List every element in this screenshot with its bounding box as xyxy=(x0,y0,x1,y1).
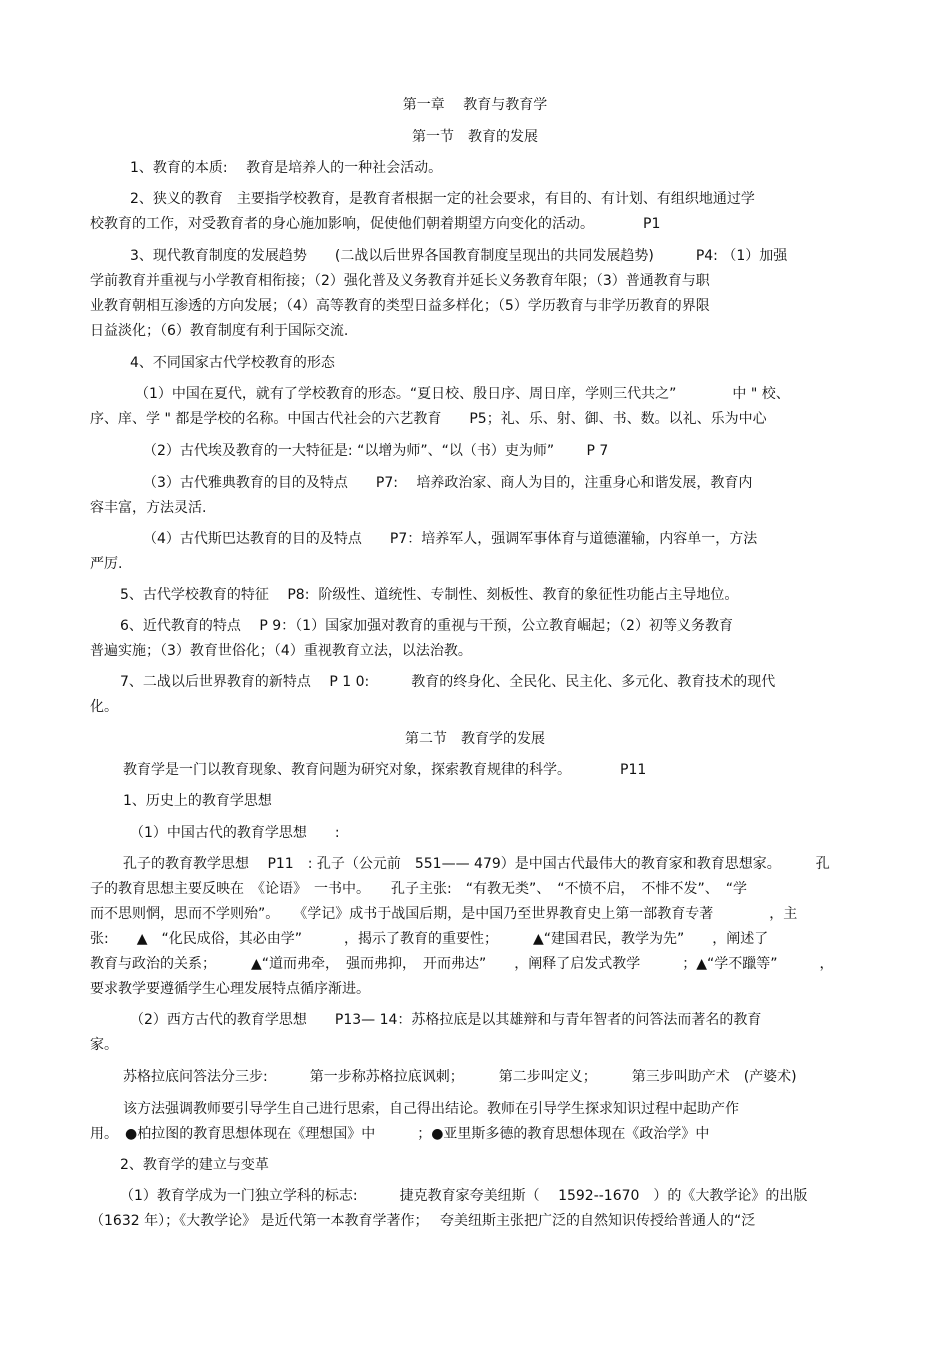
text-line: 张: ▲ “化民成俗，其必由学” ，揭示了教育的重要性； ▲“建国君民，教学为先” ，阐述了 xyxy=(90,931,769,947)
text-line: 4、不同国家古代学校教育的形态 xyxy=(130,355,335,371)
text-line: 3、现代教育制度的发展趋势 (二战以后世界各国教育制度呈现出的共同发展趋势) P4: （1）加强 xyxy=(130,248,788,264)
text-line: 子的教育思想主要反映在 《论语》 一书中。 孔子主张: “有教无类”、 “不愤不启， 不悱不发”、 “学 xyxy=(90,881,747,897)
text-line: 1、历史上的教育学思想 xyxy=(123,793,272,809)
text-line: （1）中国古代的教育学思想 : xyxy=(130,825,340,841)
text-line: 严厉. xyxy=(90,556,123,572)
text-line: 化。 xyxy=(90,699,118,715)
text-line: 用。 ●柏拉图的教育思想体现在《理想国》中 ；●亚里斯多德的教育思想体现在《政治学》中 xyxy=(90,1126,710,1142)
text-line: 7、二战以后世界教育的新特点 P 1 0: 教育的终身化、全民化、民主化、多元化、教育技术的现代 xyxy=(120,674,776,690)
text-line: 苏格拉底问答法分三步: 第一步称苏格拉底讽刺； 第二步叫定义； 第三步叫助产术 (产婆术) xyxy=(123,1069,797,1085)
text-line: 学前教育并重视与小学教育相衔接；（2）强化普及义务教育并延长义务教育年限；（3）普通教育与职 xyxy=(90,273,710,289)
text-line: 6、近代教育的特点 P 9：（1）国家加强对教育的重视与干预，公立教育崛起；（2）初等义务教育 xyxy=(120,618,733,634)
text-line: 日益淡化；（6）教育制度有利于国际交流. xyxy=(90,323,349,339)
text-line: 普遍实施；（3）教育世俗化；（4）重视教育立法，以法治教。 xyxy=(90,643,472,659)
text-line: 家。 xyxy=(90,1037,118,1053)
text-line: （4）古代斯巴达教育的目的及特点 P7：培养军人，强调军事体育与道德灌输，内容单一，方法 xyxy=(143,531,758,547)
section-title-2: 第二节 教育学的发展 xyxy=(405,731,545,747)
text-line: 5、古代学校教育的特征 P8: 阶级性、道统性、专制性、刻板性、教育的象征性功能占主导地位。 xyxy=(120,587,739,603)
text-line: 该方法强调教师要引导学生自己进行思索，自己得出结论。教师在引导学生探求知识过程中起助产作 xyxy=(123,1101,739,1117)
text-line: 1、教育的本质: 教育是培养人的一种社会活动。 xyxy=(130,160,443,176)
text-line: （2）西方古代的教育学思想 P13— 14：苏格拉底是以其雄辩和与青年智者的问答法而著名的教育 xyxy=(130,1012,762,1028)
chapter-title: 第一章 教育与教育学 xyxy=(402,97,548,113)
text-line: 2、狭义的教育 主要指学校教育，是教育者根据一定的社会要求，有目的、有计划、有组织地通过学 xyxy=(130,191,755,207)
text-line: （1632 年）；《大教学论》 是近代第一本教育学著作； 夸美纽斯主张把广泛的自然知识传授给普通人的“泛 xyxy=(90,1213,756,1229)
text-line: 而不思则惘，思而不学则殆”。 《学记》成书于战国后期，是中国乃至世界教育史上第一部教育专著 ，主 xyxy=(90,906,798,922)
text-line: 序、庠、学 " 都是学校的名称。中国古代社会的六艺教育 P5；礼、乐、射、御、书、数。以礼、乐为中心 xyxy=(90,411,767,427)
text-line: 要求教学要遵循学生心理发展特点循序渐进。 xyxy=(90,981,370,997)
text-line: 容丰富，方法灵活. xyxy=(90,500,207,516)
text-line: 孔子的教育教学思想 P11 : 孔子（公元前 551—— 479）是中国古代最伟大的教育家和教育思想家。 孔 xyxy=(123,856,830,872)
section-title-1: 第一节 教育的发展 xyxy=(412,129,538,145)
text-line: （1）中国在夏代，就有了学校教育的形态。“夏日校、殷日序、周日庠，学则三代共之” 中 " 校、 xyxy=(135,386,790,402)
text-line: （2）古代埃及教育的一大特征是: “以增为师”、“以（书）吏为师” P 7 xyxy=(143,443,609,459)
text-line: 2、教育学的建立与变革 xyxy=(120,1157,269,1173)
text-line: 教育与政治的关系； ▲“道而弗牵， 强而弗抑， 开而弗达” ，阐释了启发式教学 ；▲“学不躐等” ， xyxy=(90,956,834,972)
text-line: 业教育朝相互渗透的方向发展；（4）高等教育的类型日益多样化；（5）学历教育与非学历教育的界限 xyxy=(90,298,710,314)
text-line: （3）古代雅典教育的目的及特点 P7: 培养政治家、商人为目的，注重身心和谐发展，教育内 xyxy=(143,475,753,491)
text-line: 教育学是一门以教育现象、教育问题为研究对象，探索教育规律的科学。 P11 xyxy=(123,762,647,778)
text-line: 校教育的工作，对受教育者的身心施加影响，促使他们朝着期望方向变化的活动。 P1 xyxy=(90,216,661,232)
text-line: （1）教育学成为一门独立学科的标志: 捷克教育家夸美纽斯（ 1592--1670 ）的《大教学论》的出版 xyxy=(120,1188,808,1204)
